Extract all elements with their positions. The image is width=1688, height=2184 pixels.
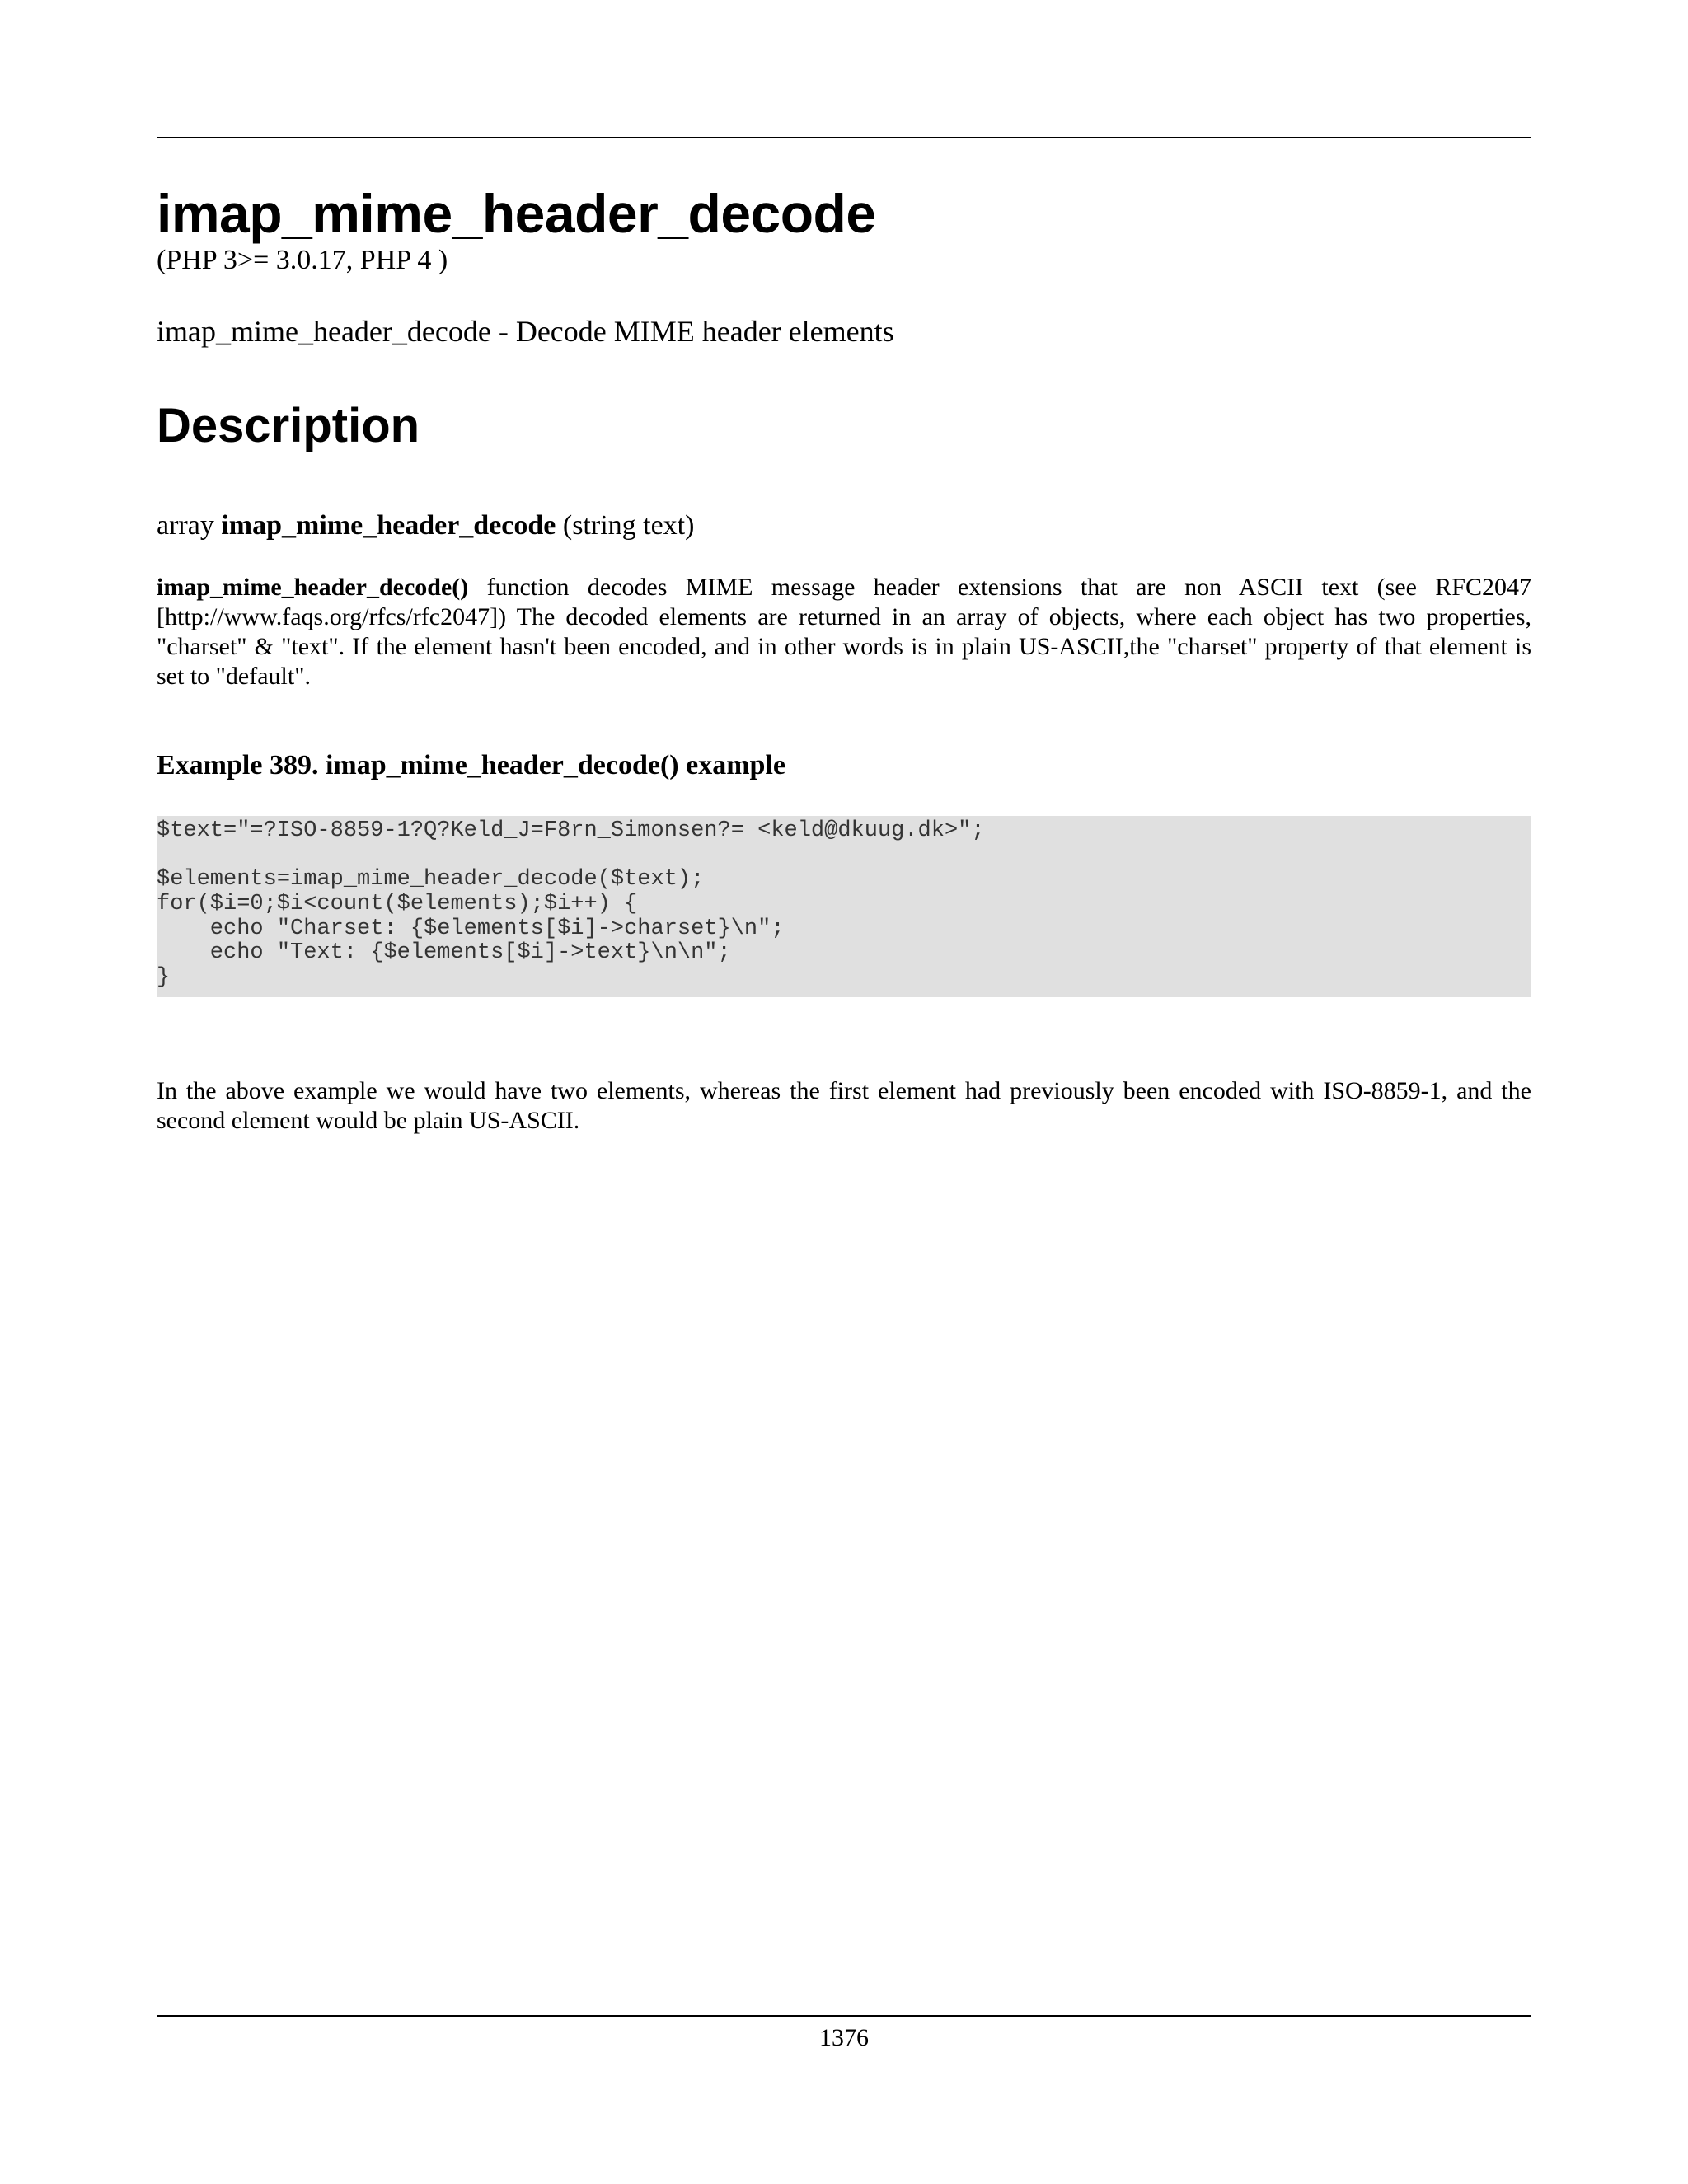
description-function-name: imap_mime_header_decode() xyxy=(157,574,469,602)
synopsis-return-type: array xyxy=(157,510,214,541)
header-rule xyxy=(157,137,1531,138)
page-title: imap_mime_header_decode xyxy=(157,183,876,244)
page-content xyxy=(157,183,1531,1136)
synopsis-params: (string text) xyxy=(562,510,695,541)
description-text: function decodes MIME message header extensions that are non ASCII text (see RFC2047 [http://www.faqs.org/rfcs/rfc2047]) The decoded elements are returned in an array of objects, where each object has two properties, "charset" & "text". If the element hasn't been encoded, and in other words is in plain US-ASCII,the "charset" property of that element is set to "default". xyxy=(157,574,1531,691)
example-code-block xyxy=(157,816,1531,997)
function-synopsis xyxy=(157,509,1531,543)
synopsis-function-name: imap_mime_header_decode xyxy=(221,510,556,541)
description-paragraph xyxy=(157,573,1531,691)
function-purpose: imap_mime_header_decode - Decode MIME header elements xyxy=(157,315,894,349)
page-number: 1376 xyxy=(819,2024,869,2051)
description-heading: Description xyxy=(157,399,420,453)
example-explanation: In the above example we would have two elements, whereas the first element had previously been encoded with ISO-8859-1, and the second element would be plain US-ASCII. xyxy=(157,1076,1531,1134)
example-code: $text="=?ISO-8859-1?Q?Keld_J=F8rn_Simonsen?= <keld@dkuug.dk>"; $elements=imap_mime_header_decode($text); for($i=0;$i<count($elements);$i++) { echo "Charset: {$elements[$i]->charset}\n"; echo "Text: {$elements[$i]->text}\n\n"; } xyxy=(157,818,985,990)
example-title: Example 389. imap_mime_header_decode() example xyxy=(157,750,785,781)
version-info: (PHP 3>= 3.0.17, PHP 4 ) xyxy=(157,245,448,275)
